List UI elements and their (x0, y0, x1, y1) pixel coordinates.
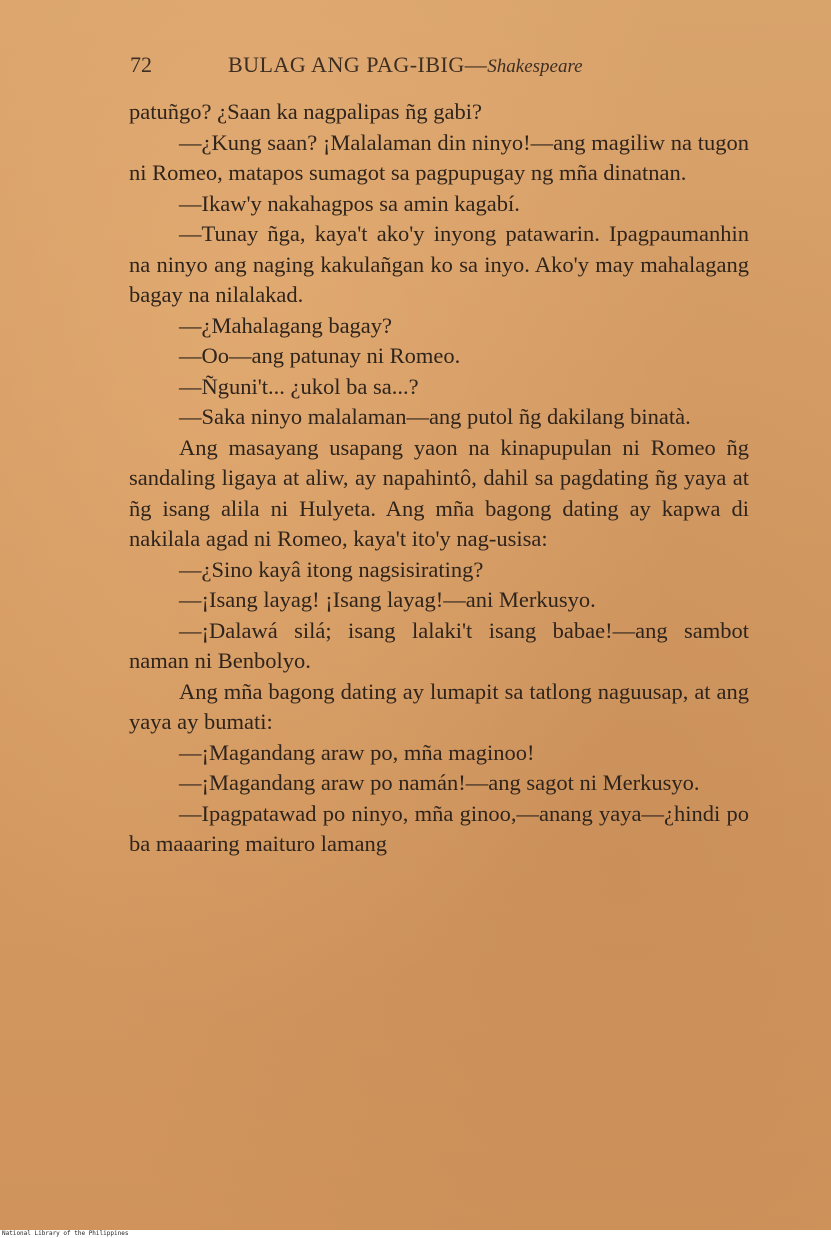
paragraph: —¿Kung saan? ¡Malalaman din ninyo!—ang magiliw na tugon ni Romeo, matapos sumagot sa pagpupugay ng mña dinatnan. (129, 129, 749, 185)
paragraph: —¡Magandang araw po, mña maginoo! (179, 739, 535, 765)
paragraph: —Ñguni't... ¿ukol ba sa...? (179, 373, 419, 399)
paragraph: —¡Dalawá silá; isang lalaki't isang babae!—ang sambot naman ni Benbolyo. (129, 617, 749, 673)
page-body (129, 97, 749, 860)
paragraph: —Oo—ang patunay ni Romeo. (179, 343, 461, 368)
paragraph: —¡Isang layag! ¡Isang layag!—ani Merkusyo. (179, 587, 596, 612)
paragraph: —Ipagpatawad po ninyo, mña ginoo,—anang yaya—¿hindi po ba maaaring maituro lamang (129, 800, 749, 856)
paragraph: Ang mña bagong dating ay lumapit sa tatlong naguusap, at ang yaya ay bumati: (129, 678, 749, 734)
footer-credit: National Library of the Philippines (2, 1230, 129, 1237)
paragraph: —Ikaw'y nakahagpos sa amin kagabí. (179, 190, 520, 216)
book-author: Shakespeare (487, 56, 583, 77)
paragraph: —Tunay ñga, kaya't ako'y inyong patawarin. Ipagpaumanhin na ninyo ang naging kakulañgan ko sa inyo. Ako'y may mahalagang bagay na nilalakad. (129, 221, 749, 307)
paragraph: patuñgo? ¿Saan ka nagpalipas ñg gabi? (129, 99, 483, 124)
paragraph: —¿Sino kayâ itong nagsisirating? (179, 556, 484, 582)
page-number: 72 (130, 52, 152, 77)
paragraph: —Saka ninyo malalaman—ang putol ñg dakilang binatà. (179, 404, 691, 429)
paragraph: —¿Mahalagang bagay? (179, 312, 393, 338)
book-title: BULAG ANG PAG-IBIG— (228, 52, 488, 77)
paragraph: —¡Magandang araw po namán!—ang sagot ni Merkusyo. (179, 770, 700, 795)
running-header (130, 52, 583, 82)
paragraph: Ang masayang usapang yaon na kinapupulan ni Romeo ñg sandaling ligaya at aliw, ay napahintô, dahil sa pagdating ñg yaya at ñg isang alila ni Hulyeta. Ang mña bagong dating ay kapwa di nakilala agad ni Romeo, kaya't ito'y nag-usisa: (129, 434, 749, 551)
